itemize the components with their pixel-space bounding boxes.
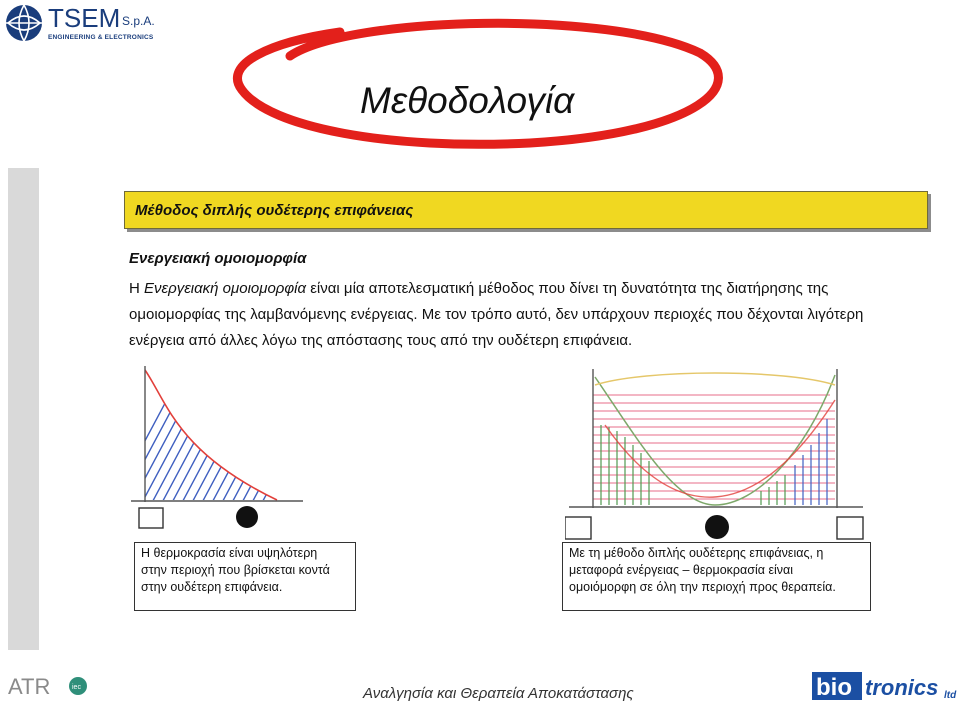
para-line-2: ομοιομορφίας της λαμβανόμενης ενέργειας. Με τον τρόπο αυτό, δεν υπάρχουν περιοχές που δέχονται λιγότερη: [129, 306, 864, 323]
caption-right: Με τη μέθοδο διπλής ουδέτερης επιφάνειας, η μεταφορά ενέργειας – θερμοκρασία είναι ομοιόμορφη σε όλη την περιοχή προς θεραπεία.: [562, 542, 871, 611]
black-dot-icon: [705, 515, 729, 539]
logo-spa: S.p.A.: [122, 14, 155, 28]
footer-caption: Αναλγησία και Θεραπεία Αποκατάστασης: [363, 685, 634, 702]
svg-text:ltd: ltd: [944, 690, 957, 701]
square-electrode-icon: [139, 508, 163, 528]
square-electrode-icon: [837, 517, 863, 539]
black-dot-icon: [236, 506, 258, 528]
tsem-logo: [4, 3, 154, 45]
single-surface-diagram: [127, 362, 305, 532]
logo-name: TSEM: [48, 3, 121, 33]
para-line-3: ενέργεια από άλλες λόγω της απόστασης τους από την ουδέτερη επιφάνεια.: [129, 332, 633, 349]
svg-text:ATR: ATR: [8, 674, 51, 699]
globe-logo-icon: [4, 3, 44, 43]
svg-text:bio: bio: [816, 674, 852, 701]
title-oval: [230, 8, 730, 150]
para-line-1: Η Ενεργειακή ομοιομορφία είναι μία αποτελεσματική μέθοδος που δίνει τη δυνατότητα της διατήρησης της: [129, 280, 829, 297]
biotronics-logo: [812, 670, 960, 702]
banner-title: Μέθοδος διπλής ουδέτερης επιφάνειας: [135, 202, 414, 219]
logo-tagline: ENGINEERING & ELECTRONICS: [48, 34, 154, 41]
square-electrode-icon: [565, 517, 591, 539]
atr-logo: [8, 672, 98, 702]
page-title: Μεθοδολογία: [360, 80, 575, 121]
para-italic-term: Ενεργειακή ομοιομορφία: [144, 280, 307, 297]
caption-left: Η θερμοκρασία είναι υψηλότερη στην περιοχή που βρίσκεται κοντά στην ουδέτερη επιφάνεια.: [134, 542, 356, 611]
svg-text:tronics: tronics: [865, 675, 939, 700]
double-surface-diagram: [565, 365, 865, 545]
side-strip: [8, 168, 39, 650]
section-banner: [124, 191, 928, 229]
body-paragraph: [129, 276, 919, 354]
section-subheading: Ενεργειακή ομοιομορφία: [129, 250, 307, 267]
svg-text:iec: iec: [72, 684, 81, 691]
